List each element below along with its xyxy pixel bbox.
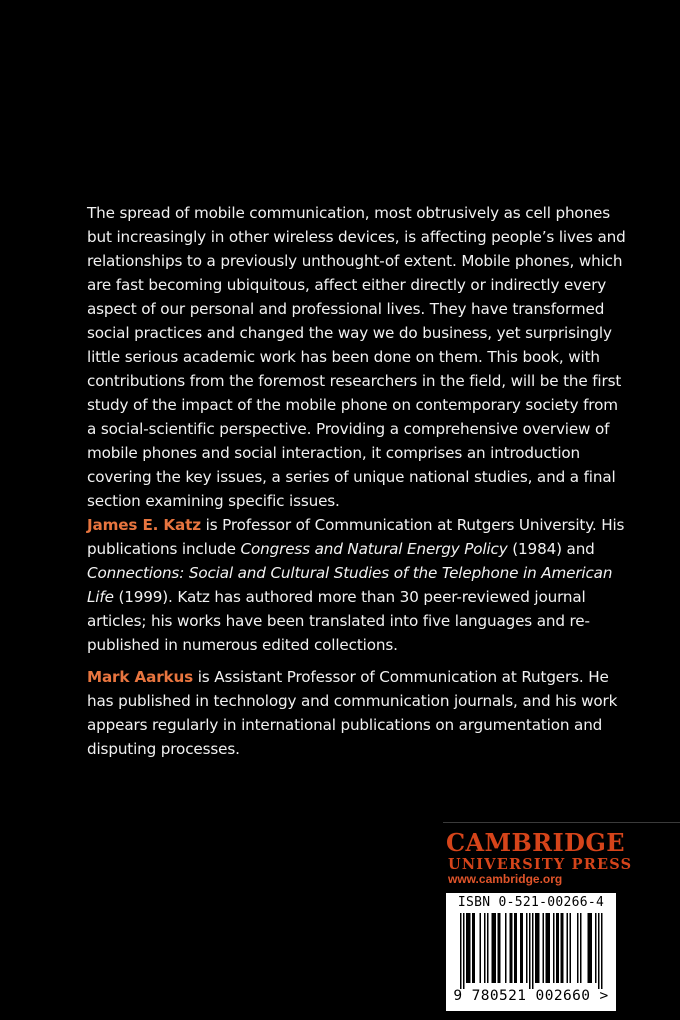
- barcode-bar: [549, 913, 551, 983]
- barcode-bar: [495, 913, 497, 983]
- author-name-aarkus: Mark Aarkus: [87, 668, 194, 686]
- barcode-icon: [454, 913, 608, 989]
- barcode-bar: [589, 913, 591, 983]
- barcode-panel: [446, 893, 616, 1011]
- barcode-bar: [558, 913, 560, 983]
- barcode-bar: [546, 913, 548, 983]
- bio-katz-text-1: is Professor of Communication at Rutgers University. His publications include: [87, 516, 625, 558]
- barcode-bar: [487, 913, 489, 983]
- barcode-bar: [562, 913, 564, 983]
- barcode-bar: [505, 913, 507, 983]
- publisher-logo: [446, 830, 646, 874]
- barcode-bar: [474, 913, 476, 983]
- barcode-bar: [498, 913, 500, 983]
- barcode-bar: [520, 913, 522, 983]
- barcode-bar: [484, 913, 486, 983]
- barcode-bar: [567, 913, 569, 983]
- barcode-bar: [543, 913, 545, 983]
- barcode-bar: [537, 913, 539, 983]
- author-name-katz: James E. Katz: [87, 516, 201, 534]
- barcode-bar: [588, 913, 590, 983]
- publisher-name: CAMBRIDGE: [446, 828, 625, 857]
- bio-katz-text-3: (1999). Katz has authored more than 30 peer-reviewed journal articles; his works have been translated into five languages and re-published in numerous edited collections.: [87, 588, 590, 654]
- barcode-bar: [580, 913, 582, 983]
- publisher-divider: [443, 822, 680, 823]
- ean-digits: 9 780521 002660 >: [453, 988, 609, 1004]
- bio-aarkus-paragraph: [87, 665, 627, 761]
- barcode-bar: [529, 913, 531, 989]
- barcode-bar: [535, 913, 537, 983]
- barcode-bar: [466, 913, 468, 983]
- bio-katz-paragraph: [87, 513, 627, 657]
- barcode-bar: [522, 913, 524, 983]
- author-bio-katz: [87, 513, 627, 657]
- barcode-bar: [601, 913, 603, 989]
- barcode-bar: [532, 913, 534, 989]
- barcode-bar: [480, 913, 482, 983]
- barcode-bar: [510, 913, 512, 983]
- barcode-bar: [460, 913, 462, 989]
- author-bio-aarkus: [87, 665, 627, 761]
- publisher-subtitle: UNIVERSITY PRESS: [448, 856, 633, 873]
- barcode-bar: [556, 913, 558, 983]
- barcode-bar: [547, 913, 549, 983]
- barcode-bar: [469, 913, 471, 983]
- barcode-bar: [472, 913, 474, 983]
- book-title-2: Connections: Social and Cultural Studies of the Telephone in American Life: [87, 564, 613, 606]
- barcode-bar: [526, 913, 528, 983]
- barcode-bar: [598, 913, 600, 989]
- bio-aarkus-text: is Assistant Professor of Communication at Rutgers. He has published in technology and communication journals, and his work appears regularly in international publications on argumentation and disputing processes.: [87, 668, 618, 758]
- barcode-bar: [553, 913, 555, 983]
- blurb-text: [87, 201, 627, 513]
- barcode-bar: [538, 913, 540, 983]
- barcode-bar: [499, 913, 501, 983]
- barcode-bar: [468, 913, 470, 983]
- barcode-bar: [493, 913, 495, 983]
- barcode-bar: [595, 913, 597, 983]
- book-title-1: Congress and Natural Energy Policy: [240, 540, 508, 558]
- barcode-bar: [463, 913, 465, 989]
- barcode-bar: [591, 913, 593, 983]
- barcode-bar: [577, 913, 579, 983]
- barcode-bar: [514, 913, 516, 983]
- barcode-bar: [511, 913, 513, 983]
- barcode-bar: [492, 913, 494, 983]
- barcode-bar: [516, 913, 518, 983]
- barcode-bar: [561, 913, 563, 983]
- barcode-bar: [570, 913, 572, 983]
- publisher-url: www.cambridge.org: [448, 872, 563, 886]
- isbn-label: ISBN 0-521-00266-4: [457, 895, 605, 910]
- bio-katz-text-2: (1984) and: [507, 540, 595, 558]
- blurb-paragraph: The spread of mobile communication, most obtrusively as cell phones but increasingly in other wireless devices, is affecting people’s lives and relationships to a previously unthought-of extent. Mobile phones, which are fast becoming ubiquitous, affect either directly or indirectly every aspect of our personal and professional lives. They have transformed social practices and changed the way we do business, yet surprisingly little serious academic work has been done on them. This book, with contributions from the foremost researchers in the field, will be the first study of the impact of the mobile phone on contemporary society from a social-scientific perspective. Providing a comprehensive overview of mobile phones and social interaction, it comprises an introduction covering the key issues, a series of unique national studies, and a final section examining specific issues.: [87, 204, 626, 510]
